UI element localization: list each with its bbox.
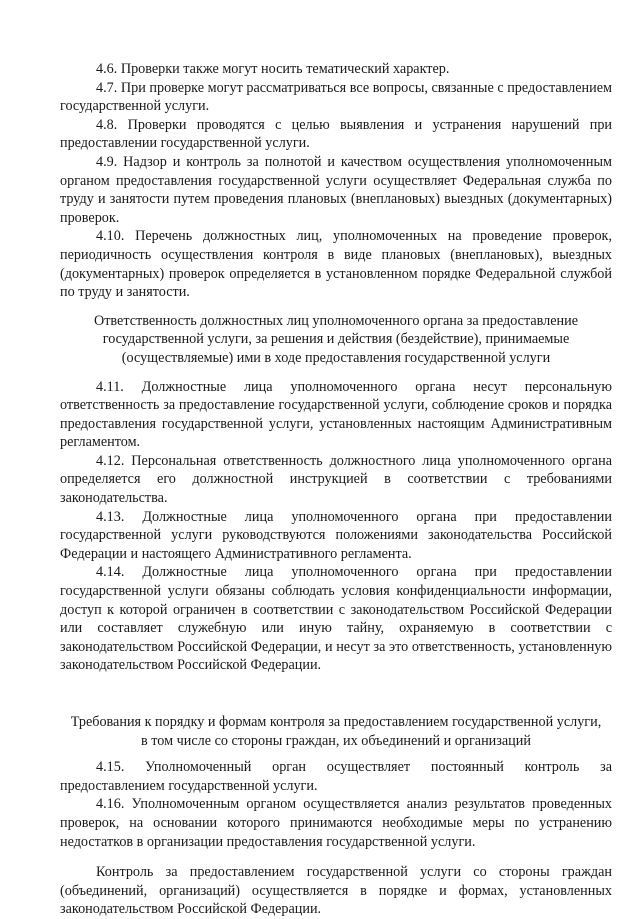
document-page bbox=[60, 60, 612, 919]
paragraph-4-6: 4.6. Проверки также могут носить тематический характер. bbox=[96, 61, 450, 77]
paragraph-citizen-control: Контроль за предоставлением государственной услуги со стороны граждан (объединений, организаций) осуществляется в порядке и формах, установленных законодательством Российской Федерации. bbox=[60, 864, 612, 918]
paragraph-4-13: 4.13. Должностные лица уполномоченного органа при предоставлении государственной услуги руководствуются положениями законодательства Российской Федерации и настоящего Административного регламента. bbox=[60, 508, 612, 562]
paragraph-4-16: 4.16. Уполномоченным органом осуществляется анализ результатов проведенных проверок, на основании которого принимаются необходимые меры по устранению недостатков в организации предоставления государственной услуги. bbox=[60, 796, 612, 850]
paragraph-4-9: 4.9. Надзор и контроль за полнотой и качеством осуществления уполномоченным органом предоставления государственной услуги осуществляет Федеральная служба по труду и занятости путем проведения плановых (внеплановых) выездных (документарных) проверок. bbox=[60, 153, 612, 226]
paragraph-4-8: 4.8. Проверки проводятся с целью выявления и устранения нарушений при предоставлении государственной услуги. bbox=[60, 116, 612, 152]
paragraph-4-7: 4.7. При проверке могут рассматриваться все вопросы, связанные с предоставлением государственной услуги. bbox=[60, 79, 612, 115]
paragraph-4-12: 4.12. Персональная ответственность должностного лица уполномоченного органа определяется его должностной инструкцией в соответствии с требованиями законодательства. bbox=[60, 452, 612, 507]
paragraph-4-10: 4.10. Перечень должностных лиц, уполномоченных на проведение проверок, периодичность осуществления контроля в виде плановых (внеплановых), выездных (документарных) проверок определяется в установленном порядке Федеральной службой по труду и занятости. bbox=[60, 228, 612, 301]
paragraph-4-11: 4.11. Должностные лица уполномоченного органа несут персональную ответственность за предоставление государственной услуги, соблюдение сроков и порядка предоставления государственной услуги, установленных настоящим Административным регламентом. bbox=[60, 378, 612, 451]
section-heading-control: Требования к порядку и формам контроля за предоставлением государственной услуги, в том числе со стороны граждан, их объединений и организаций bbox=[70, 714, 602, 749]
paragraph-4-15: 4.15. Уполномоченный орган осуществляет постоянный контроль за предоставлением государственной услуги. bbox=[60, 759, 612, 794]
paragraph-4-14: 4.14. Должностные лица уполномоченного органа при предоставлении государственной услуги обязаны соблюдать условия конфиденциальности информации, доступ к которой ограничен в соответствии с законодательством Российской Федерации или составляет служебную или иную тайну, охраняемую в соответствии с законодательством Российской Федерации, и несут за это ответственность, установленную законодательством Российской Федерации. bbox=[60, 564, 612, 674]
section-heading-responsibility: Ответственность должностных лиц уполномоченного органа за предоставление государственной услуги, за решения и действия (бездействие), принимаемые (осуществляемые) ими в ходе предоставления государственной услуги bbox=[93, 312, 578, 366]
